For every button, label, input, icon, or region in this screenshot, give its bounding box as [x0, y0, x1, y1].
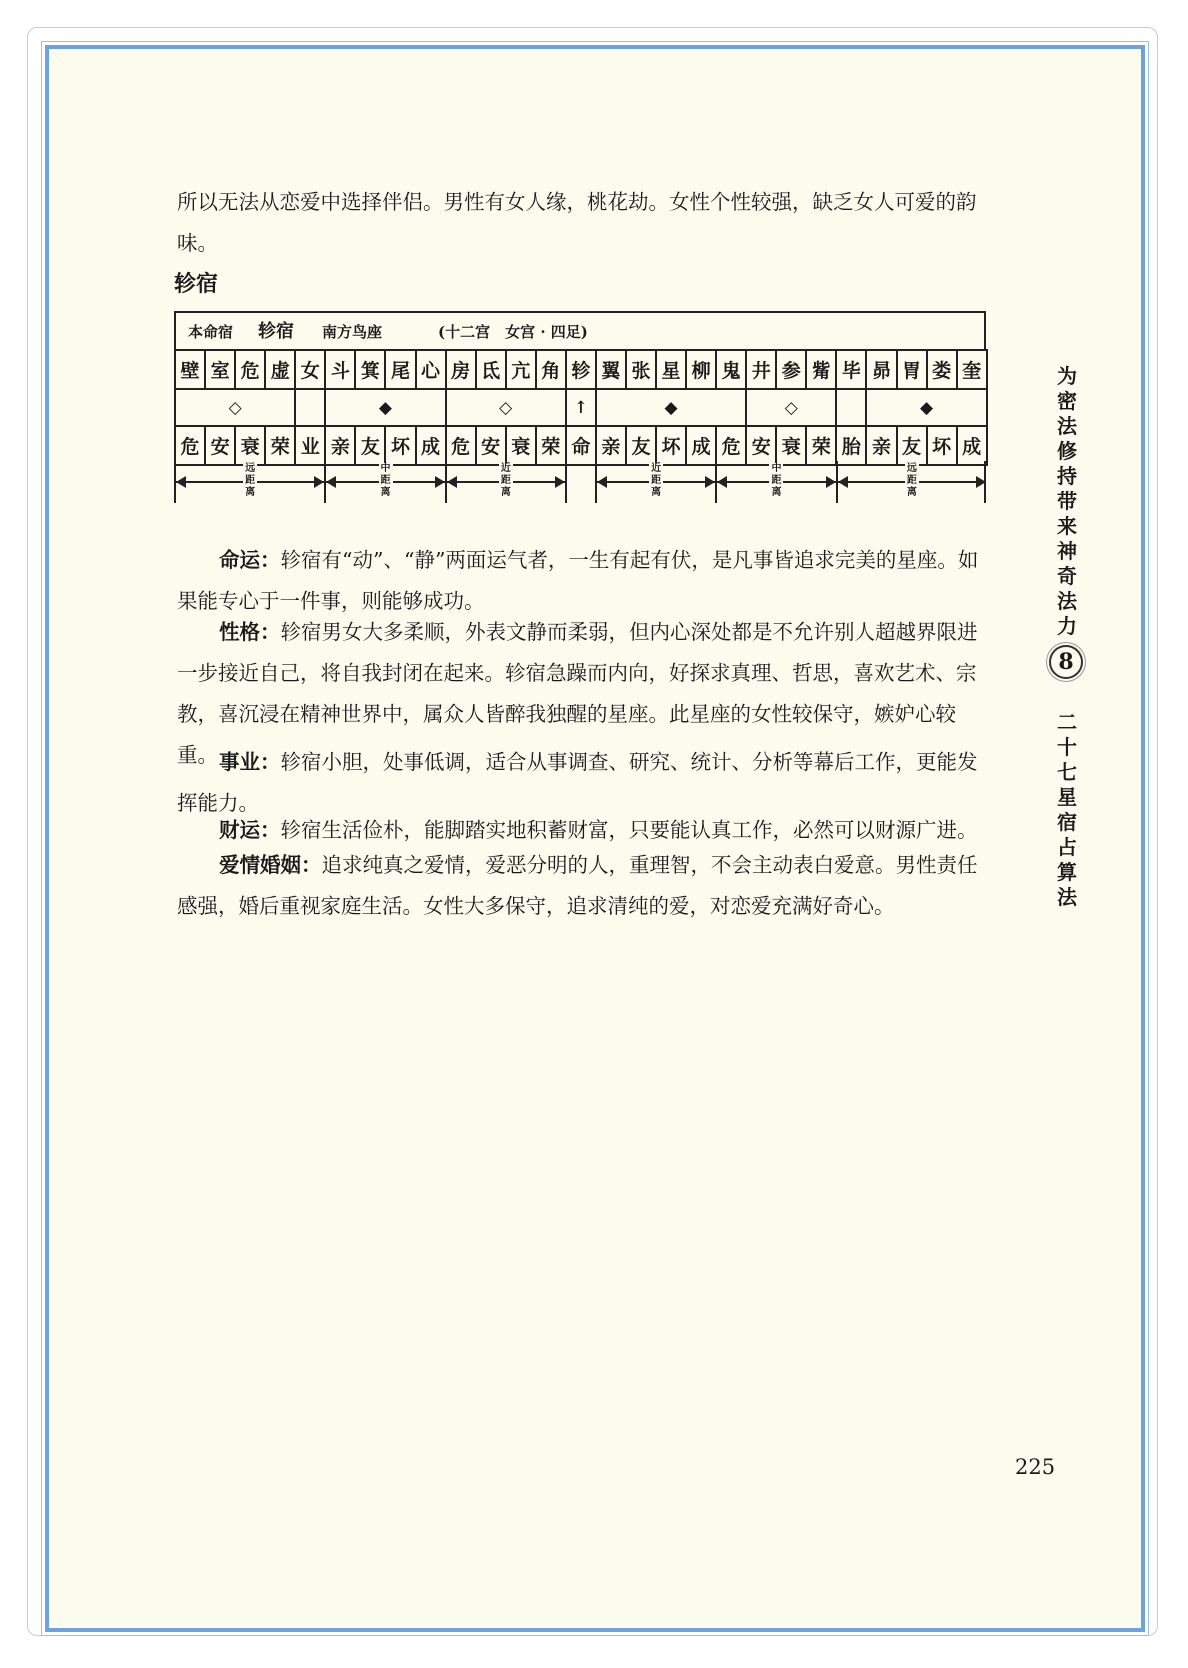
relation-cell: 衰	[235, 426, 265, 465]
arrow-right-icon	[976, 476, 986, 488]
arrow-right-icon	[555, 476, 565, 488]
mansion-cell: 房	[446, 350, 476, 389]
arrow-right-icon	[314, 476, 324, 488]
mansion-cell: 奎	[957, 350, 987, 389]
distance-label: 远距离	[245, 463, 256, 498]
mansion-cell: 角	[536, 350, 566, 389]
relation-cell: 成	[416, 426, 446, 465]
mansion-cell: 毕	[836, 350, 866, 389]
distance-label: 中距离	[771, 463, 782, 498]
relation-cell: 荣	[536, 426, 566, 465]
relation-cell: 坏	[656, 426, 686, 465]
side-title: 为密法修持带来神奇法力	[1057, 364, 1077, 638]
relation-cell: 友	[626, 426, 656, 465]
arrow-left-icon	[326, 476, 336, 488]
mansion-cell: 虚	[265, 350, 295, 389]
distance-label: 中距离	[380, 463, 391, 498]
relation-cell: 荣	[806, 426, 836, 465]
relation-cell: 胎	[836, 426, 866, 465]
arrow-right-icon	[826, 476, 836, 488]
relation-cell: 亲	[866, 426, 896, 465]
marker-empty-cell	[295, 389, 325, 426]
mansion-cell: 尾	[385, 350, 415, 389]
mansion-cell: 斗	[325, 350, 355, 389]
mansion-cell: 女	[295, 350, 325, 389]
relation-cell: 安	[746, 426, 776, 465]
relation-cell: 亲	[596, 426, 626, 465]
relation-cell: 成	[957, 426, 987, 465]
mansion-cell: 轸	[566, 350, 596, 389]
arrow-left-icon	[447, 476, 457, 488]
relation-cell: 安	[205, 426, 235, 465]
mansion-cell: 井	[746, 350, 776, 389]
chart-head-label: 本命宿	[188, 323, 234, 341]
section-title: 轸宿	[174, 272, 219, 297]
relation-cell: 友	[355, 426, 385, 465]
marker-cell: ◆	[325, 389, 445, 426]
relation-cell: 成	[686, 426, 716, 465]
arrow-left-icon	[597, 476, 607, 488]
relation-row	[175, 426, 987, 465]
paragraph-fate-lead: 命运：	[219, 548, 281, 572]
paragraph-love	[177, 845, 992, 927]
chart-head-constellation: 南方鸟座	[322, 323, 383, 341]
marker-cell: ◇	[175, 389, 295, 426]
paragraph-wealth-lead: 财运：	[219, 818, 281, 842]
arrow-left-icon	[176, 476, 186, 488]
marker-cell: ◇	[446, 389, 566, 426]
chart-head-name: 轸宿	[258, 321, 294, 342]
mansion-cell: 娄	[927, 350, 957, 389]
paragraph-love-lead: 爱情婚姻：	[219, 853, 322, 877]
marker-cell: ◆	[596, 389, 746, 426]
chart-header	[174, 311, 986, 349]
paragraph-love-text: 追求纯真之爱情，爱恶分明的人，重理智，不会主动表白爱意。男性责任感强，婚后重视家庭生活。女性大多保守，追求清纯的爱，对恋爱充满好奇心。	[177, 853, 978, 918]
mansion-cell: 星	[656, 350, 686, 389]
relation-cell: 危	[175, 426, 205, 465]
mansion-cell: 亢	[506, 350, 536, 389]
marker-cell: ↑	[566, 389, 596, 426]
mansion-cell: 觜	[806, 350, 836, 389]
arrow-right-icon	[705, 476, 715, 488]
relation-cell: 危	[446, 426, 476, 465]
mansion-cell: 氐	[476, 350, 506, 389]
paragraph-career-text: 轸宿小胆，处事低调，适合从事调查、研究、统计、分析等幕后工作，更能发挥能力。	[177, 750, 978, 815]
mansion-cell: 危	[235, 350, 265, 389]
paragraph-fate	[177, 540, 992, 622]
relation-cell: 亲	[325, 426, 355, 465]
arrow-right-icon	[435, 476, 445, 488]
distance-label: 近距离	[651, 463, 662, 498]
arrow-left-icon	[717, 476, 727, 488]
relation-cell: 命	[566, 426, 596, 465]
chapter-number-badge: 8	[1049, 645, 1083, 679]
mansion-cell: 张	[626, 350, 656, 389]
mansion-cell: 参	[776, 350, 806, 389]
page-number: 225	[1015, 1455, 1056, 1479]
mansion-cell: 箕	[355, 350, 385, 389]
relation-cell: 衰	[506, 426, 536, 465]
distance-row	[174, 461, 986, 503]
chart-head-note: (十二宫 女宫 · 四足)	[438, 323, 588, 341]
relation-cell: 坏	[927, 426, 957, 465]
paragraph-character-text: 轸宿男女大多柔顺，外表文静而柔弱，但内心深处都是不允许别人超越界限进一步接近自己，将自我封闭在起来。轸宿急躁而内向，好探求真理、哲思，喜欢艺术、宗教，喜沉浸在精神世界中，属众人皆醉我独醒的星座。此星座的女性较保守，嫉妒心较重。	[177, 620, 978, 767]
relation-cell: 衰	[776, 426, 806, 465]
paragraph-career-lead: 事业：	[219, 750, 281, 774]
mansion-cell: 鬼	[716, 350, 746, 389]
mansion-cell: 心	[416, 350, 446, 389]
intro-paragraph: 所以无法从恋爱中选择伴侣。男性有女人缘，桃花劫。女性个性较强，缺乏女人可爱的韵味。	[177, 190, 977, 255]
distance-tick	[565, 461, 567, 503]
relation-cell: 安	[476, 426, 506, 465]
relation-cell: 危	[716, 426, 746, 465]
relation-cell: 荣	[265, 426, 295, 465]
mansion-chart	[174, 311, 986, 503]
distance-label: 近距离	[500, 463, 511, 498]
paragraph-wealth-text: 轸宿生活俭朴，能脚踏实地积蓄财富，只要能认真工作，必然可以财源广进。	[280, 818, 978, 842]
marker-empty-cell	[836, 389, 866, 426]
relation-cell: 友	[897, 426, 927, 465]
side-subtitle: 二十七星宿占算法	[1057, 710, 1077, 909]
marker-cell: ◇	[746, 389, 836, 426]
mansion-cell: 昴	[866, 350, 896, 389]
relation-cell: 坏	[385, 426, 415, 465]
paragraph-character-lead: 性格：	[219, 620, 281, 644]
arrow-left-icon	[838, 476, 848, 488]
distance-label: 远距离	[906, 463, 917, 498]
mansion-cell: 胃	[897, 350, 927, 389]
marker-cell: ◆	[866, 389, 986, 426]
paragraph-fate-text: 轸宿有“动”、“静”两面运气者，一生有起有伏，是凡事皆追求完美的星座。如果能专心于一件事，则能够成功。	[177, 548, 979, 613]
mansion-grid	[174, 349, 988, 466]
mansion-cell: 柳	[686, 350, 716, 389]
mansion-cell: 翼	[596, 350, 626, 389]
mansion-cell: 壁	[175, 350, 205, 389]
mansion-row	[175, 350, 987, 389]
mansion-cell: 室	[205, 350, 235, 389]
marker-row	[175, 389, 987, 426]
relation-cell: 业	[295, 426, 325, 465]
